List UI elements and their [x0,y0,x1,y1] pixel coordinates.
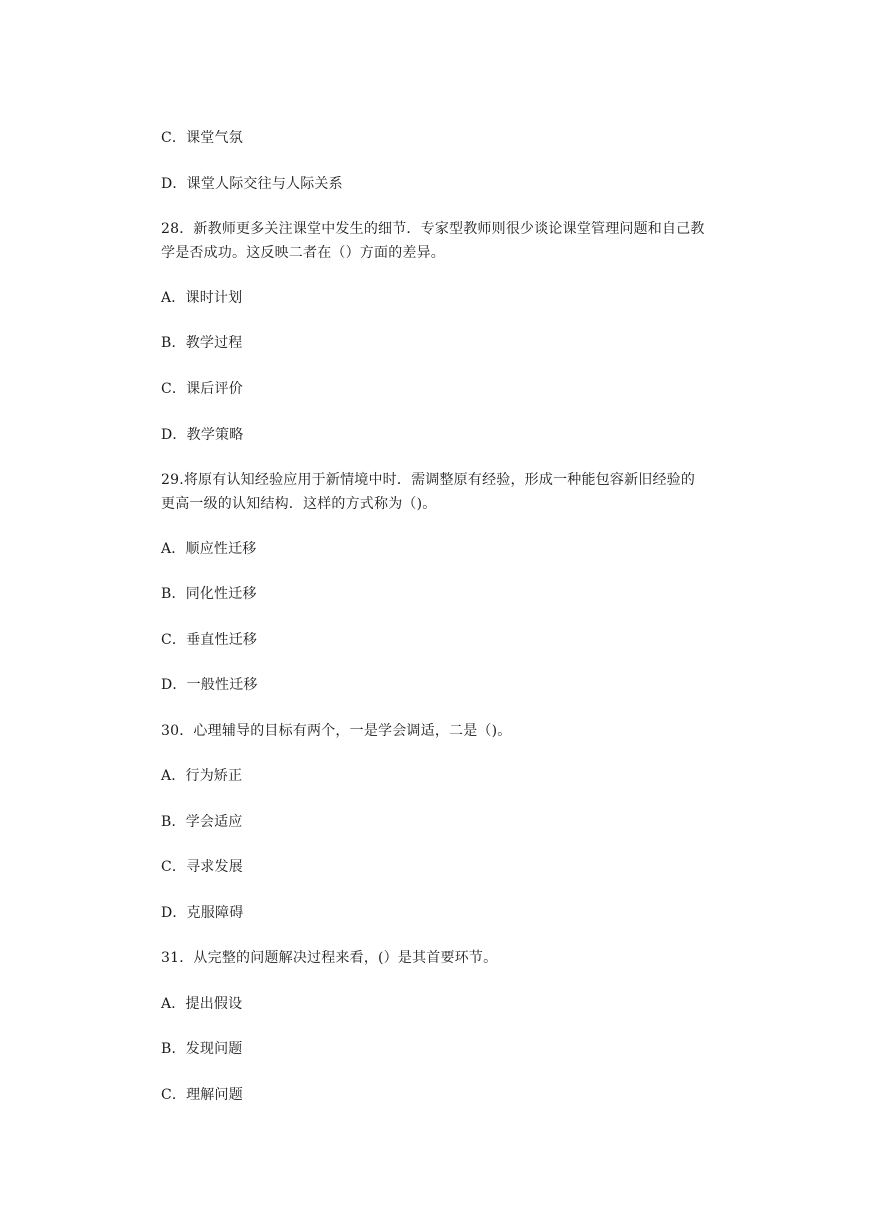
question-31: 31．从完整的问题解决过程来看，(）是其首要环节。 [161,950,498,966]
option-28-b: B．教学过程 [161,335,243,351]
option-30-b: B．学会适应 [161,814,243,830]
option-28-a: A．课时计划 [161,290,243,306]
option-29-c: C．垂直性迁移 [161,632,258,648]
option-30-c: C．寻求发展 [161,859,243,875]
option-29-a: A．顺应性迁移 [161,541,257,557]
option-27-d: D．课堂人际交往与人际关系 [161,176,343,192]
option-27-c: C．课堂气氛 [161,130,243,146]
question-28-line-1: 28．新教师更多关注课堂中发生的细节．专家型教师则很少谈论课堂管理问题和自己教 [161,221,705,237]
option-29-d: D．一般性迁移 [161,677,258,693]
question-29-line-1: 29.将原有认知经验应用于新情境中时．需调整原有经验，形成一种能包容新旧经验的 [161,472,696,488]
option-28-d: D．教学策略 [161,427,244,443]
option-30-a: A．行为矫正 [161,768,243,784]
question-29-line-2: 更高一级的认知结构．这样的方式称为（)。 [161,496,437,512]
option-31-a: A．提出假设 [161,996,243,1012]
option-29-b: B．同化性迁移 [161,586,257,602]
option-31-c: C．理解问题 [161,1087,243,1103]
question-28-line-2: 学是否成功。这反映二者在（）方面的差异。 [161,245,445,261]
option-28-c: C．课后评价 [161,381,243,397]
question-30: 30．心理辅导的目标有两个，一是学会调适，二是（)。 [161,723,512,739]
option-31-b: B．发现问题 [161,1041,243,1057]
option-30-d: D．克服障碍 [161,905,244,921]
